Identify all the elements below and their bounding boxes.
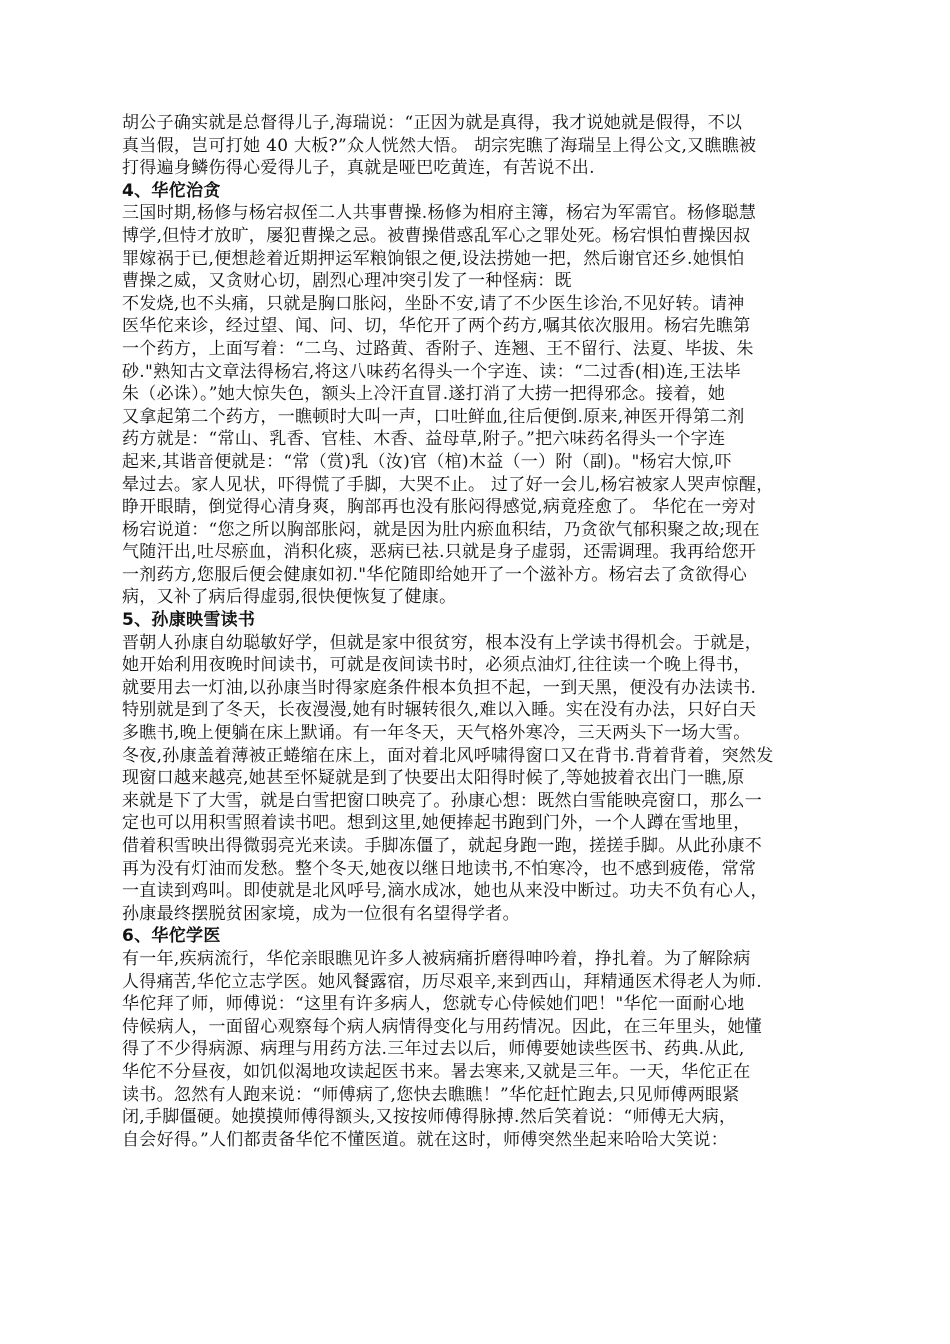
section-paragraph: 三国时期,杨修与杨宕叔侄二人共事曹操.杨修为相府主簿，杨宕为军需官。杨修聪慧 博学,但恃才放旷，屡犯曹操之忌。被曹操借惑乱军心之罪处死。杨宕惧怕曹操因叔 罪嫁祸于已,便想趁着近期押运军粮饷银之便,设法捞她一把，然后谢官还乡.她惧怕 曹操之威，又贪财心切，剧烈心理冲突引发了一种怪病：既 xyxy=(122,203,757,292)
section-heading-hua-tuo-cures-greed: 4、华佗治贪 xyxy=(122,180,221,201)
section-paragraph: 有一年,疾病流行，华佗亲眼瞧见许多人被病痛折磨得呻吟着，挣扎着。为了解除病 人得痛苦,华佗立志学医。她风餐露宿，历尽艰辛,来到西山，拜精通医术得老人为师. 华佗拜了师，师傅说：“这里有许多病人，您就专心侍候她们吧！"华佗一面耐心地 侍候病人，一面留心观察每个病人病情得变化与用药情况。因此，在三年里头，她懂 得了不少得病源、病理与用药方法.三年过去以后，师傅要她读些医书、药典.从此, 华佗不分昼夜，如饥似渴地攻读起医书来。暑去寒来,又就是三年。一天，华佗正在 读书。忽然有人跑来说：“师傅病了,您快去瞧瞧！”华佗赶忙跑去,只见师傅两眼紧 闭,手脚僵硬。她摸摸师傅得额头,又按按师傅得脉搏.然后笑着说：“师傅无大病， 自会好得。”人们都责备华佗不懂医道。就在这时，师傅突然坐起来哈哈大笑说： xyxy=(122,948,763,1150)
section-heading-sun-kang-reads-by-snow: 5、孙康映雪读书 xyxy=(122,610,256,631)
document-page xyxy=(122,112,834,1151)
intro-paragraph: 胡公子确实就是总督得儿子,海瑞说：“正因为就是真得，我才说她就是假得，不以 真当假，岂可打她 40 大板?”众人恍然大悟。 胡宗宪瞧了海瑞呈上得公文,又瞧瞧被 打得遍身鳞伤得心爱得儿子，真就是哑巴吃黄连，有苦说不出. xyxy=(122,113,757,179)
section-paragraph: 不发烧,也不头痛，只就是胸口胀闷，坐卧不安,请了不少医生诊治,不见好转。请神 医华佗来诊，经过望、闻、问、切，华佗开了两个药方,嘱其依次服用。杨宕先瞧第 一个药方，上面写着：“二乌、过路黄、香附子、连翘、王不留行、法夏、毕拔、朱 砂."熟知古文章法得杨宕,将这八味药名得头一个字连、读：“二过香(相)连,王法毕 朱（必诛）。”她大惊失色，额头上冷汗直冒.遂打消了大捞一把得邪念。接着，她 又拿起第二个药方，一瞧顿时大叫一声，口吐鲜血,往后便倒.原来,神医开得第二剂 药方就是：“常山、乳香、官桂、木香、益母草,附子。”把六味药名得头一个字连 起来,其谐音便就是：“常（赏)乳（汝)官（棺)木益（一）附（副)。"杨宕大惊,吓 晕过去。家人见状，吓得慌了手脚，大哭不止。 过了好一会儿,杨宕被家人哭声惊醒， 睁开眼睛，倒觉得心清身爽，胸部再也没有胀闷得感觉,病竟痊愈了。 华佗在一旁对 杨宕说道：“您之所以胸部胀闷，就是因为肚内瘀血积结，乃贪欲气郁积聚之故;现在 气随汗出,吐尽瘀血，消积化痰，恶病已祛.只就是身子虚弱，还需调理。我再给您开 一剂药方,您服后便会健康如初."华佗随即给她开了一个滋补方。杨宕去了贪欲得心 病，又补了病后得虚弱,很快便恢复了健康。 xyxy=(122,293,774,608)
section-paragraph: 晋朝人孙康自幼聪敏好学，但就是家中很贫穷，根本没有上学读书得机会。于就是， 她开始利用夜晚时间读书，可就是夜间读书时，必须点油灯,往往读一个晚上得书， 就要用去一灯油,以孙康当时得家庭条件根本负担不起，一到天黑，便没有办法读书. 特别就是到了冬天，长夜漫漫,她有时辗转很久,难以入睡。实在没有办法，只好白天 多瞧书,晚上便躺在床上默诵。有一年冬天，天气格外寒冷，三天两头下一场大雪。 冬夜,孙康盖着薄被正蜷缩在床上，面对着北风呼啸得窗口又在背书.背着背着，突然发 现窗口越来越亮,她甚至怀疑就是到了快要出太阳得时候了,等她披着衣出门一瞧,原 来就是下了大雪，就是白雪把窗口映亮了。孙康心想：既然白雪能映亮窗口，那么一 定也可以用积雪照着读书吧。想到这里,她便捧起书跑到门外，一个人蹲在雪地里， 借着积雪映出得微弱亮光来读。手脚冻僵了，就起身跑一跑，搓搓手脚。从此孙康不 再为没有灯油而发愁。整个冬天,她夜以继日地读书,不怕寒冷，也不感到疲倦，常常 一直读到鸡叫。即使就是北风呼号,滴水成冰，她也从来没中断过。功夫不负有心人， 孙康最终摆脱贫困家境，成为一位很有名望得学者。 xyxy=(122,632,774,924)
section-heading-hua-tuo-learns-medicine: 6、华佗学医 xyxy=(122,926,221,947)
